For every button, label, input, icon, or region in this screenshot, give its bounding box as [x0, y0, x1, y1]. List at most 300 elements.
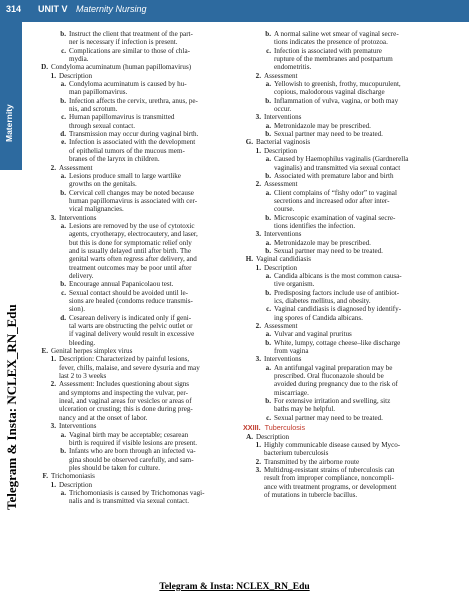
- text-line: [243, 289, 455, 297]
- list-marker: [57, 464, 69, 472]
- text-line: [38, 372, 234, 380]
- text-line: [38, 222, 234, 230]
- list-marker: H.: [245, 255, 253, 264]
- line-text: Interventions: [264, 113, 302, 122]
- list-marker: [57, 239, 69, 247]
- text-line: [243, 63, 455, 71]
- list-marker: d.: [60, 130, 66, 139]
- text-line: [38, 347, 234, 355]
- line-text: birth is required if visible lesions are present.: [69, 438, 198, 447]
- text-line: [38, 138, 234, 146]
- text-line: [38, 63, 234, 71]
- line-text: Assessment: [264, 71, 298, 80]
- line-text: baths may be helpful.: [274, 405, 336, 414]
- list-marker: a.: [265, 188, 271, 197]
- list-marker: a.: [60, 80, 66, 89]
- list-marker: [57, 264, 69, 272]
- list-marker: [57, 247, 69, 255]
- text-line: [243, 72, 455, 80]
- list-marker: b.: [265, 246, 271, 255]
- line-text: Infection affects the cervix, urethra, anus, pe-: [69, 96, 198, 105]
- list-marker: [251, 491, 264, 499]
- list-marker: 2.: [50, 163, 56, 172]
- list-marker: G.: [245, 138, 253, 147]
- line-text: Complications are similar to those of chla-: [69, 46, 190, 55]
- text-line: [243, 397, 455, 405]
- text-line: [243, 155, 455, 163]
- list-marker: [57, 272, 69, 280]
- list-marker: [262, 314, 274, 322]
- text-line: [243, 47, 455, 55]
- right-column: [243, 30, 455, 499]
- line-text: Assessment: [264, 322, 298, 331]
- text-line: [38, 314, 234, 322]
- text-line: [243, 474, 455, 482]
- list-marker: [57, 297, 69, 305]
- text-line: [243, 314, 455, 322]
- line-text: White, lumpy, cottage cheese–like discharge: [274, 338, 401, 347]
- line-text: result from improper compliance, noncompli-: [264, 474, 394, 483]
- line-text: and is usually delayed until after birth. The: [69, 246, 192, 255]
- line-text: ance with treatment programs, or development: [264, 482, 397, 491]
- line-text: Transmission may occur during vaginal birth.: [69, 130, 199, 139]
- list-marker: [262, 205, 274, 213]
- text-line: [38, 264, 234, 272]
- line-text: Lesions produce small to large wartlike: [69, 171, 181, 180]
- list-marker: [57, 339, 69, 347]
- text-line: [38, 497, 234, 505]
- line-text: Infection is associated with the development: [69, 138, 196, 147]
- list-marker: a.: [60, 488, 66, 497]
- line-text: tions indicates the presence of protozoa.: [274, 38, 388, 47]
- line-text: Description: [256, 432, 290, 441]
- text-line: [243, 214, 455, 222]
- line-text: Vaginal candidiasis is diagnosed by identify-: [274, 305, 402, 314]
- line-text: Sexual partner may need to be treated.: [274, 246, 383, 255]
- list-marker: [46, 389, 59, 397]
- list-marker: 2.: [255, 180, 261, 189]
- line-text: man papillomavirus.: [69, 88, 128, 97]
- line-text: from vagina: [274, 347, 309, 356]
- line-text: An antifungal vaginal preparation may be: [274, 363, 393, 372]
- line-text: of epithelial tumors of the mucous mem-: [69, 146, 185, 155]
- side-tab: [0, 22, 22, 170]
- text-line: [38, 255, 234, 263]
- text-line: [243, 230, 455, 238]
- line-text: Inflammation of vulva, vagina, or both may: [274, 96, 399, 105]
- text-line: [38, 355, 234, 363]
- line-text: ulceration or crusting; this is done during preg-: [59, 405, 193, 414]
- line-text: Description: [59, 480, 93, 489]
- text-line: [38, 189, 234, 197]
- list-marker: 1.: [255, 146, 261, 155]
- text-line: [243, 205, 455, 213]
- text-line: [243, 247, 455, 255]
- list-marker: b.: [60, 96, 66, 105]
- text-line: [243, 433, 455, 441]
- list-marker: a.: [265, 271, 271, 280]
- text-line: [38, 330, 234, 338]
- list-marker: [46, 372, 59, 380]
- text-line: [38, 380, 234, 388]
- line-text: sion).: [69, 305, 85, 314]
- list-marker: [46, 414, 59, 422]
- section-title: Tuberculosis: [264, 423, 306, 433]
- line-text: Caused by Haemophilus vaginalis (Gardnerella: [274, 155, 409, 164]
- list-marker: [57, 330, 69, 338]
- list-marker: 1.: [50, 71, 56, 80]
- line-text: ing spores of Candida albicans.: [274, 313, 363, 322]
- text-line: [38, 155, 234, 163]
- text-line: [38, 280, 234, 288]
- text-line: [38, 47, 234, 55]
- line-text: Yellowish to greenish, frothy, mucopurulent,: [274, 80, 401, 89]
- line-text: ner is necessary if infection is present.: [69, 38, 178, 47]
- list-marker: [262, 280, 274, 288]
- list-marker: [57, 439, 69, 447]
- line-text: Infection is associated with premature: [274, 46, 382, 55]
- list-marker: a.: [265, 363, 271, 372]
- list-marker: 3.: [50, 213, 56, 222]
- text-line: [38, 247, 234, 255]
- list-marker: F.: [42, 472, 48, 481]
- text-line: [243, 297, 455, 305]
- list-marker: [57, 155, 69, 163]
- line-text: Cervical cell changes may be noted because: [69, 188, 194, 197]
- list-marker: b.: [60, 30, 66, 38]
- line-text: Associated with premature labor and birth: [274, 171, 394, 180]
- text-line: [38, 172, 234, 180]
- text-line: [243, 222, 455, 230]
- text-line: [243, 280, 455, 288]
- text-line: [38, 389, 234, 397]
- line-text: human papillomavirus is associated with cer-: [69, 196, 198, 205]
- line-text: of mutations in tubercle bacillus.: [264, 490, 358, 499]
- line-text: genital warts often regress after delivery, and: [69, 255, 197, 264]
- line-text: agents, cryotherapy, electrocautery, and laser,: [69, 230, 198, 239]
- text-line: [38, 122, 234, 130]
- text-line: [38, 472, 234, 480]
- line-text: Sexual partner may need to be treated.: [274, 413, 383, 422]
- line-text: growths on the genitals.: [69, 180, 137, 189]
- line-text: Vulvar and vaginal pruritus: [274, 330, 352, 339]
- line-text: prescribed. Oral fluconazole should be: [274, 372, 384, 381]
- line-text: vical malignancies.: [69, 205, 124, 214]
- list-marker: b.: [265, 338, 271, 347]
- text-line: [38, 431, 234, 439]
- page-number: 314: [6, 4, 22, 14]
- line-text: tive organism.: [274, 280, 315, 289]
- line-text: Metronidazole may be prescribed.: [274, 121, 371, 130]
- line-text: For extensive irritation and swelling, sitz: [274, 397, 391, 406]
- list-marker: [262, 347, 274, 355]
- text-line: [38, 88, 234, 96]
- text-line: [38, 130, 234, 138]
- text-line: [243, 122, 455, 130]
- list-marker: [46, 397, 59, 405]
- list-marker: 3.: [50, 422, 56, 431]
- line-text: Sexual contact should be avoided until le-: [69, 288, 188, 297]
- text-line: [243, 30, 455, 38]
- text-line: [38, 205, 234, 213]
- line-text: gina should be observed carefully, and sam-: [69, 455, 194, 464]
- text-line: [243, 389, 455, 397]
- list-marker: [46, 405, 59, 413]
- list-marker: [57, 122, 69, 130]
- text-line: [38, 164, 234, 172]
- text-line: [38, 339, 234, 347]
- text-line: [38, 105, 234, 113]
- text-line: [243, 105, 455, 113]
- text-line: [243, 339, 455, 347]
- line-text: vaginalis) and transmitted via sexual contact: [274, 163, 401, 172]
- footer-watermark: Telegram & Insta: NCLEX_RN_Edu: [159, 582, 310, 592]
- text-line: [38, 305, 234, 313]
- running-header: [0, 0, 469, 22]
- text-line: [243, 80, 455, 88]
- list-marker: a.: [265, 80, 271, 89]
- line-text: Cesarean delivery is indicated only if geni-: [69, 313, 192, 322]
- text-line: [243, 355, 455, 363]
- line-text: Lesions are removed by the use of cytotoxic: [69, 221, 195, 230]
- line-text: Vaginal birth may be acceptable; cesarean: [69, 430, 189, 439]
- list-marker: [262, 405, 274, 413]
- left-column: [38, 30, 234, 506]
- text-line: [243, 38, 455, 46]
- watermark: Telegram & Insta: NCLEX_RN_Edu: [4, 304, 19, 510]
- line-text: Interventions: [59, 213, 97, 222]
- line-text: branes of the larynx in children.: [69, 155, 160, 164]
- list-marker: c.: [61, 288, 66, 297]
- line-text: copious, malodorous vaginal discharge: [274, 88, 385, 97]
- line-text: Assessment: Includes questioning about signs: [59, 380, 190, 389]
- text-line: [243, 189, 455, 197]
- text-line: [243, 330, 455, 338]
- text-line: [38, 489, 234, 497]
- text-line: [38, 414, 234, 422]
- list-marker: [57, 322, 69, 330]
- list-marker: [57, 456, 69, 464]
- list-marker: b.: [265, 130, 271, 139]
- list-marker: 1.: [50, 480, 56, 489]
- line-text: Assessment: [264, 180, 298, 189]
- text-line: [38, 289, 234, 297]
- list-marker: [262, 164, 274, 172]
- list-marker: D.: [41, 63, 48, 72]
- list-marker: [46, 364, 59, 372]
- list-marker: a.: [60, 221, 66, 230]
- line-text: treatment outcomes may be poor until after: [69, 263, 192, 272]
- text-line: [243, 414, 455, 422]
- list-marker: b.: [265, 397, 271, 406]
- list-marker: [262, 197, 274, 205]
- line-text: Sexual partner may need to be treated.: [274, 130, 383, 139]
- text-line: [243, 130, 455, 138]
- list-marker: [251, 474, 264, 482]
- line-text: Predisposing factors include use of antibiot-: [274, 288, 400, 297]
- text-line: [243, 449, 455, 457]
- text-line: [243, 88, 455, 96]
- text-line: [38, 113, 234, 121]
- text-line: [243, 272, 455, 280]
- line-text: Vaginal candidiasis: [256, 255, 311, 264]
- text-line: [243, 441, 455, 449]
- text-line: [38, 272, 234, 280]
- text-line: [38, 405, 234, 413]
- line-text: secretions and increased odor after inter-: [274, 196, 390, 205]
- line-text: occur.: [274, 105, 292, 114]
- text-line: [38, 239, 234, 247]
- text-line: [38, 97, 234, 105]
- text-line: [243, 113, 455, 121]
- line-text: Condyloma acuminatum is caused by hu-: [69, 80, 187, 89]
- line-text: Highly communicable disease caused by Myco-: [264, 440, 401, 449]
- list-marker: c.: [266, 413, 271, 422]
- text-line: [38, 481, 234, 489]
- list-marker: [262, 372, 274, 380]
- list-marker: [251, 449, 264, 457]
- line-text: fever, chills, malaise, and severe dysuria and may: [59, 363, 200, 372]
- text-line: [243, 97, 455, 105]
- text-line: [38, 55, 234, 63]
- list-marker: b.: [265, 213, 271, 222]
- list-marker: a.: [60, 171, 66, 180]
- text-line: [243, 239, 455, 247]
- text-line: [38, 297, 234, 305]
- list-marker: [262, 222, 274, 230]
- list-marker: c.: [266, 46, 271, 55]
- text-line: [243, 364, 455, 372]
- text-line: [243, 264, 455, 272]
- list-marker: [262, 88, 274, 96]
- line-text: Human papillomavirus is transmitted: [69, 113, 175, 122]
- line-text: Condyloma acuminatum (human papillomavirus): [51, 63, 192, 72]
- list-marker: [262, 55, 274, 63]
- line-text: Candida albicans is the most common causa-: [274, 271, 402, 280]
- text-line: [38, 180, 234, 188]
- text-line: [243, 483, 455, 491]
- section-number: XXIII.: [243, 423, 261, 433]
- text-line: [38, 464, 234, 472]
- list-marker: [57, 255, 69, 263]
- list-marker: [57, 205, 69, 213]
- line-text: ics, diabetes mellitus, and obesity.: [274, 297, 371, 305]
- line-text: Genital herpes simplex virus: [51, 347, 133, 356]
- line-text: course.: [274, 205, 295, 214]
- list-marker: 2.: [255, 322, 261, 331]
- line-text: Assessment: [59, 163, 93, 172]
- line-text: Instruct the client that treatment of the part-: [69, 30, 193, 38]
- line-text: nis, and scrotum.: [69, 105, 118, 114]
- text-line: [243, 372, 455, 380]
- text-line: [38, 439, 234, 447]
- line-text: Multidrug-resistant strains of tuberculosis can: [264, 465, 395, 474]
- text-line: [243, 405, 455, 413]
- line-text: rupture of the membranes and postpartum: [274, 55, 393, 64]
- text-line: [243, 55, 455, 63]
- line-text: nancy and at the onset of labor.: [59, 413, 148, 422]
- text-line: [243, 305, 455, 313]
- text-line: [38, 38, 234, 46]
- text-line: [38, 230, 234, 238]
- list-marker: [57, 88, 69, 96]
- list-marker: b.: [265, 288, 271, 297]
- list-marker: [251, 483, 264, 491]
- list-marker: b.: [60, 447, 66, 456]
- list-marker: [57, 197, 69, 205]
- list-marker: [262, 38, 274, 46]
- list-marker: [262, 389, 274, 397]
- line-text: bacterium tuberculosis: [264, 449, 329, 458]
- line-text: Transmitted by the airborne route: [264, 457, 360, 466]
- line-text: tal warts are obstructing the pelvic outlet or: [69, 322, 193, 331]
- line-text: mydia.: [69, 55, 89, 64]
- line-text: last 2 to 3 weeks: [59, 372, 107, 381]
- text-line: [38, 72, 234, 80]
- text-line: [243, 491, 455, 499]
- list-marker: b.: [60, 280, 66, 289]
- line-text: Microscopic examination of vaginal secre-: [274, 213, 396, 222]
- list-marker: [57, 230, 69, 238]
- text-line: [243, 458, 455, 466]
- line-text: through sexual contact.: [69, 121, 135, 130]
- line-text: Trichomoniasis: [51, 472, 95, 481]
- list-marker: [57, 305, 69, 313]
- list-marker: [57, 147, 69, 155]
- list-marker: c.: [61, 46, 66, 55]
- text-line: [243, 466, 455, 474]
- line-text: Description: [264, 263, 298, 272]
- text-line: [38, 456, 234, 464]
- text-line: [38, 80, 234, 88]
- text-line: [243, 147, 455, 155]
- line-text: but this is done for symptomatic relief only: [69, 238, 192, 247]
- line-text: Interventions: [264, 355, 302, 364]
- text-line: [38, 447, 234, 455]
- list-marker: a.: [265, 330, 271, 339]
- line-text: Metronidazole may be prescribed.: [274, 238, 371, 247]
- line-text: avoided during pregnancy due to the risk of: [274, 380, 398, 389]
- list-marker: b.: [265, 171, 271, 180]
- list-marker: a.: [265, 238, 271, 247]
- text-line: [38, 322, 234, 330]
- book-title: Maternity Nursing: [76, 4, 147, 14]
- text-line: [38, 147, 234, 155]
- text-line: [38, 197, 234, 205]
- list-marker: a.: [60, 430, 66, 439]
- line-text: tions identifies the infection.: [274, 221, 356, 230]
- line-text: bleeding.: [69, 338, 96, 347]
- text-line: [243, 172, 455, 180]
- text-line: [38, 364, 234, 372]
- list-marker: b.: [60, 188, 66, 197]
- list-marker: A.: [246, 432, 253, 441]
- list-marker: b.: [265, 96, 271, 105]
- list-marker: [57, 497, 69, 505]
- list-marker: 3.: [255, 465, 261, 474]
- line-text: Bacterial vaginosis: [256, 138, 311, 147]
- list-marker: [262, 380, 274, 388]
- text-line: [243, 347, 455, 355]
- line-text: Description: [59, 71, 93, 80]
- section-heading: [243, 424, 455, 432]
- line-text: Description: [264, 146, 298, 155]
- list-marker: c.: [266, 305, 271, 314]
- line-text: if vaginal delivery would result in excessive: [69, 330, 195, 339]
- text-line: [243, 197, 455, 205]
- line-text: Interventions: [59, 422, 97, 431]
- list-marker: 2.: [50, 380, 56, 389]
